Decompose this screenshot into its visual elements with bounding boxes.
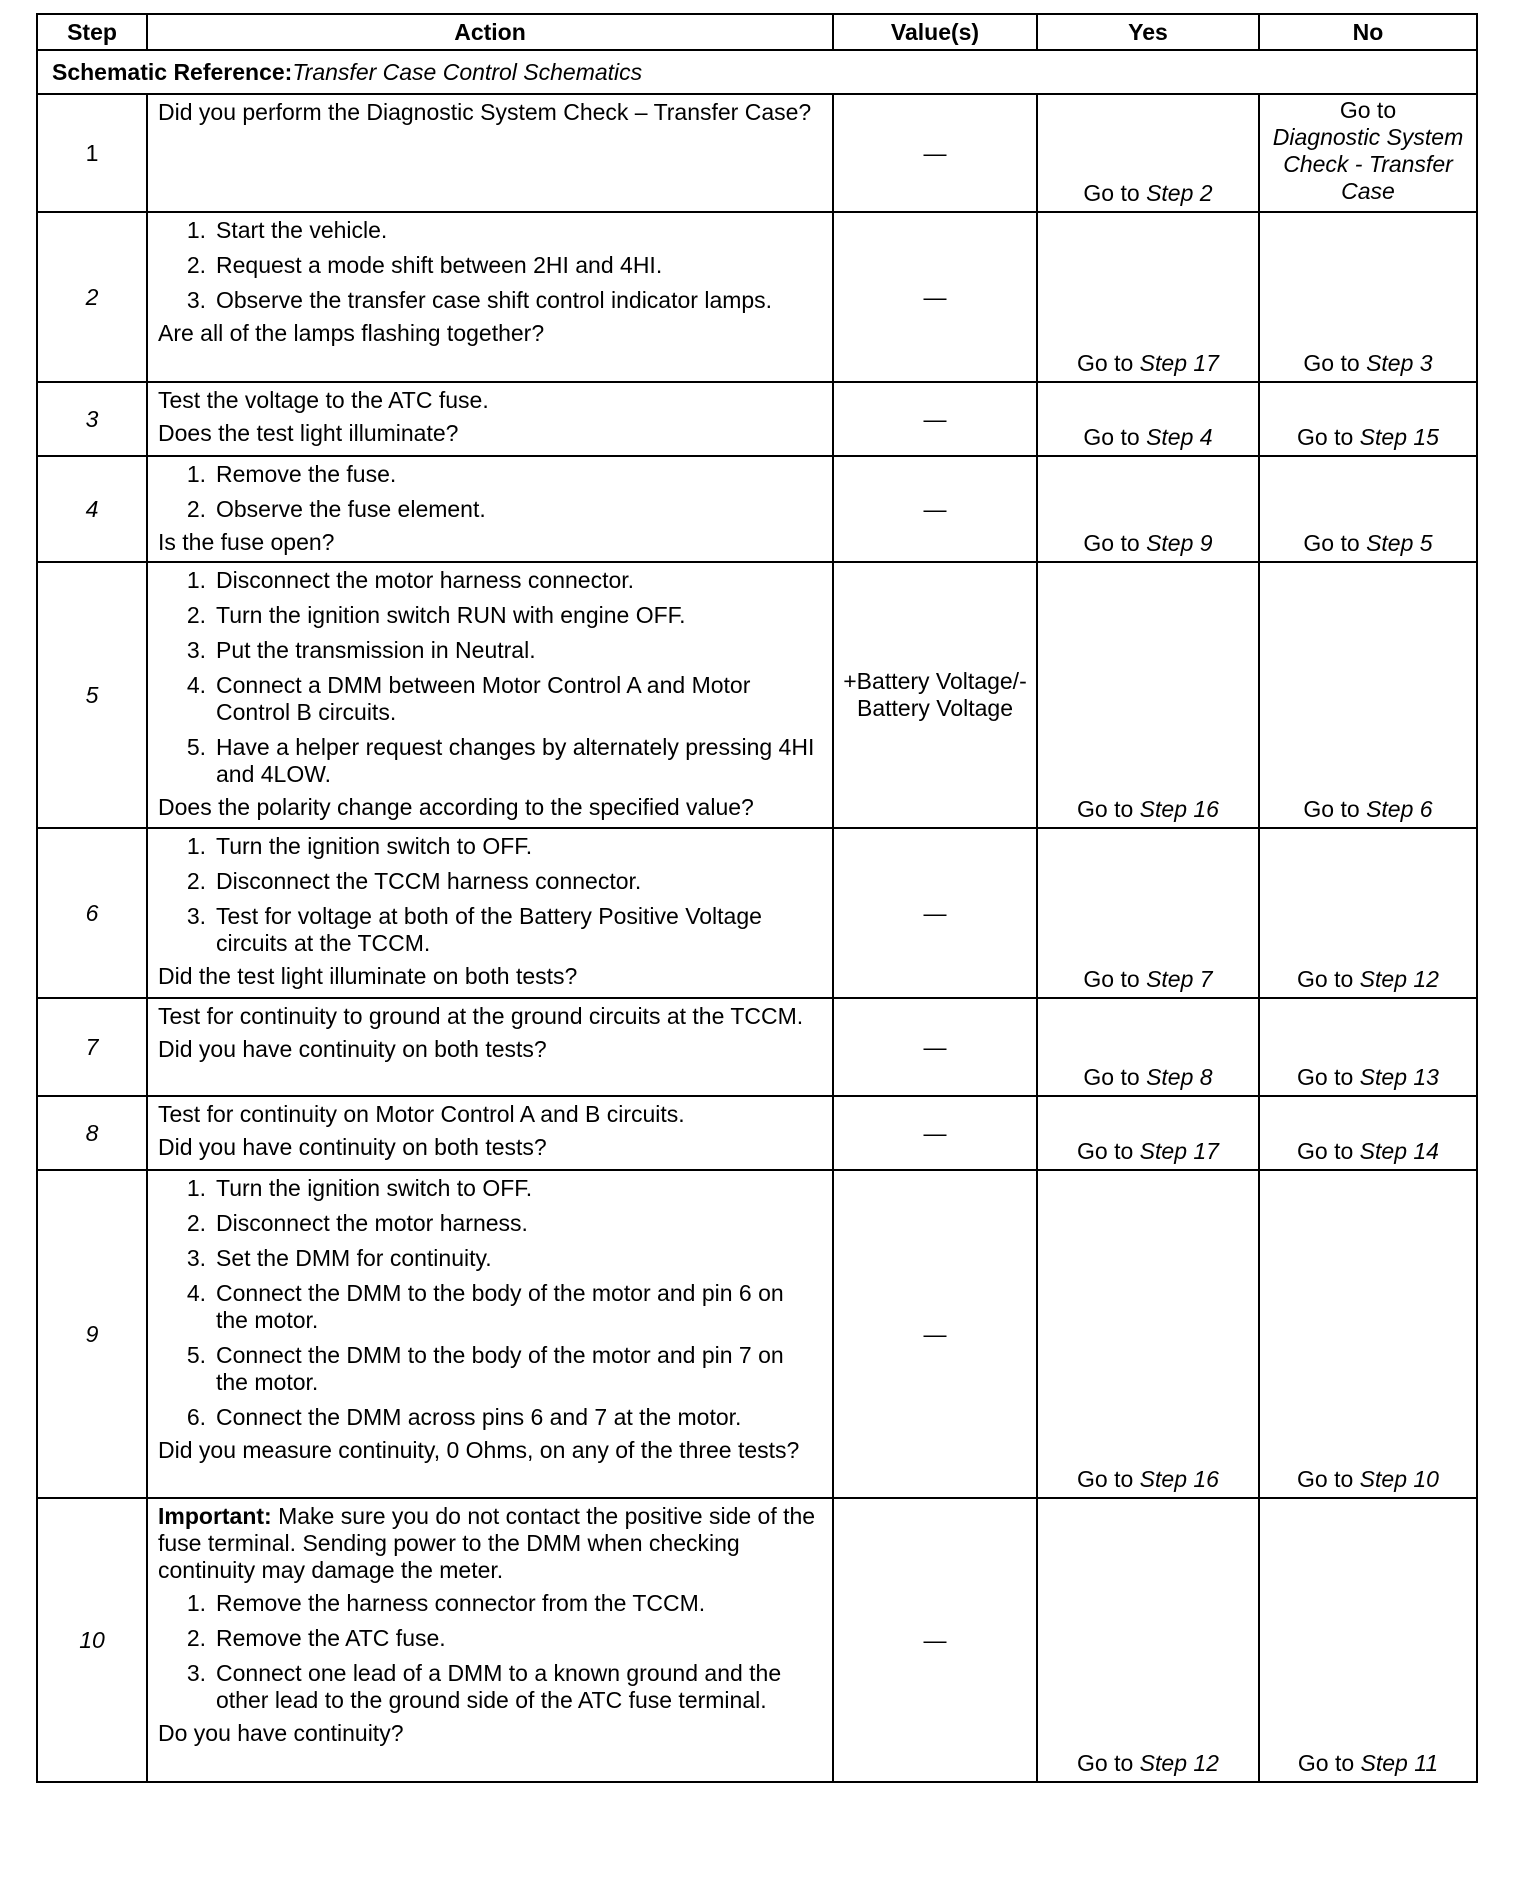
step-number: 5 <box>37 562 147 828</box>
action-item-text: Connect the DMM to the body of the motor and pin 6 on the motor. <box>216 1280 784 1333</box>
yes-target: Step 9 <box>1146 530 1213 556</box>
action-item-text: Connect a DMM between Motor Control A and Motor Control B circuits. <box>216 672 751 725</box>
value-cell: — <box>833 1170 1037 1498</box>
action-item-text: Disconnect the motor harness. <box>216 1210 528 1236</box>
step-number: 4 <box>37 456 147 562</box>
action-list-item <box>158 496 818 523</box>
no-cell <box>1259 1170 1477 1498</box>
yes-prefix: Go to <box>1083 530 1140 556</box>
action-item-text: Remove the harness connector from the TCCM. <box>216 1590 706 1616</box>
step-row <box>37 1498 1477 1782</box>
action-cell <box>147 828 833 998</box>
schematic-reference-row <box>37 50 1477 94</box>
value-cell: +Battery Voltage/-Battery Voltage <box>833 562 1037 828</box>
action-list-item <box>158 637 818 664</box>
important-text: Make sure you do not contact the positive side of the fuse terminal. Sending power to the DMM when checking continuity may damage the meter. <box>158 1503 816 1583</box>
action-item-number: 2. <box>186 868 206 894</box>
step-row <box>37 998 1477 1096</box>
action-list-item <box>158 833 818 860</box>
action-list-item <box>158 1660 818 1714</box>
action-item-number: 2. <box>186 1210 206 1236</box>
step-number: 3 <box>37 382 147 456</box>
action-list-item <box>158 868 818 895</box>
action-list <box>158 1590 818 1714</box>
yes-target: Step 2 <box>1146 180 1213 206</box>
yes-prefix: Go to <box>1077 1466 1134 1492</box>
yes-prefix: Go to <box>1077 1138 1134 1164</box>
yes-target: Step 4 <box>1146 424 1213 450</box>
step-number: 1 <box>37 94 147 212</box>
yes-target: Step 17 <box>1139 350 1219 376</box>
action-question: Does the test light illuminate? <box>158 420 459 446</box>
action-list <box>158 217 818 314</box>
document-page <box>36 13 1476 1783</box>
header-row <box>37 14 1477 50</box>
action-question: Do you have continuity? <box>158 1720 404 1746</box>
no-cell <box>1259 94 1477 212</box>
step-row <box>37 94 1477 212</box>
important-label: Important: <box>158 1503 272 1529</box>
action-text: Test for continuity to ground at the ground circuits at the TCCM. <box>158 1003 804 1029</box>
action-item-number: 1. <box>186 1175 206 1201</box>
action-cell <box>147 1096 833 1170</box>
action-item-number: 5. <box>186 734 206 760</box>
action-item-text: Connect one lead of a DMM to a known ground and the other lead to the ground side of the ATC fuse terminal. <box>216 1660 782 1713</box>
yes-cell <box>1037 1498 1259 1782</box>
action-text: Did you perform the Diagnostic System Check – Transfer Case? <box>158 99 812 125</box>
action-cell <box>147 94 833 212</box>
action-item-text: Turn the ignition switch to OFF. <box>216 1175 533 1201</box>
step-row <box>37 456 1477 562</box>
action-item-text: Observe the fuse element. <box>216 496 486 522</box>
action-item-text: Observe the transfer case shift control indicator lamps. <box>216 287 773 313</box>
step-row <box>37 1096 1477 1170</box>
value-cell: — <box>833 998 1037 1096</box>
action-list-item <box>158 217 818 244</box>
diagnostic-table <box>36 13 1478 1783</box>
action-item-text: Request a mode shift between 2HI and 4HI. <box>216 252 663 278</box>
action-item-number: 1. <box>186 217 206 243</box>
value-cell: — <box>833 1498 1037 1782</box>
yes-prefix: Go to <box>1083 966 1140 992</box>
yes-prefix: Go to <box>1077 1750 1134 1776</box>
step-number: 9 <box>37 1170 147 1498</box>
action-list-item <box>158 903 818 957</box>
header-no: No <box>1259 14 1477 50</box>
no-target: Step 14 <box>1359 1138 1439 1164</box>
action-question: Does the polarity change according to the specified value? <box>158 794 754 820</box>
no-cell <box>1259 382 1477 456</box>
action-item-number: 1. <box>186 833 206 859</box>
action-list-item <box>158 1404 818 1431</box>
no-target: Step 15 <box>1359 424 1439 450</box>
action-cell <box>147 562 833 828</box>
no-prefix: Go to <box>1297 424 1354 450</box>
header-action: Action <box>147 14 833 50</box>
action-item-number: 1. <box>186 1590 206 1616</box>
action-item-number: 3. <box>186 903 206 929</box>
yes-cell <box>1037 94 1259 212</box>
action-list-item <box>158 1175 818 1202</box>
action-cell <box>147 1170 833 1498</box>
action-item-text: Put the transmission in Neutral. <box>216 637 536 663</box>
no-target: Step 5 <box>1366 530 1433 556</box>
no-prefix: Go to <box>1303 530 1360 556</box>
action-list-item <box>158 1625 818 1652</box>
no-target: Step 6 <box>1366 796 1433 822</box>
action-item-number: 3. <box>186 637 206 663</box>
schematic-reference-value: Transfer Case Control Schematics <box>292 58 643 85</box>
step-number: 10 <box>37 1498 147 1782</box>
no-prefix: Go to <box>1297 1750 1355 1776</box>
no-prefix: Go to <box>1303 796 1360 822</box>
action-item-text: Remove the ATC fuse. <box>216 1625 446 1651</box>
value-cell: — <box>833 382 1037 456</box>
step-row <box>37 212 1477 382</box>
action-item-text: Start the vehicle. <box>216 217 388 243</box>
action-cell <box>147 1498 833 1782</box>
yes-cell <box>1037 212 1259 382</box>
yes-prefix: Go to <box>1083 1064 1140 1090</box>
header-yes: Yes <box>1037 14 1259 50</box>
action-item-text: Connect the DMM across pins 6 and 7 at the motor. <box>216 1404 742 1430</box>
action-list-item <box>158 672 818 726</box>
action-question: Are all of the lamps flashing together? <box>158 320 545 346</box>
step-row <box>37 562 1477 828</box>
action-list-item <box>158 602 818 629</box>
yes-target: Step 16 <box>1139 796 1219 822</box>
no-cell <box>1259 828 1477 998</box>
header-step: Step <box>37 14 147 50</box>
action-list-item <box>158 567 818 594</box>
no-target: Step 10 <box>1359 1466 1439 1492</box>
no-cell <box>1259 998 1477 1096</box>
step-number: 2 <box>37 212 147 382</box>
yes-cell <box>1037 1170 1259 1498</box>
yes-target: Step 12 <box>1139 1750 1219 1776</box>
action-list-item <box>158 1342 818 1396</box>
action-item-number: 2. <box>186 252 206 278</box>
action-list-item <box>158 287 818 314</box>
no-cell <box>1259 562 1477 828</box>
action-item-text: Connect the DMM to the body of the motor and pin 7 on the motor. <box>216 1342 784 1395</box>
action-list-item <box>158 252 818 279</box>
action-item-text: Test for voltage at both of the Battery Positive Voltage circuits at the TCCM. <box>216 903 762 956</box>
action-item-text: Turn the ignition switch RUN with engine OFF. <box>216 602 686 628</box>
yes-prefix: Go to <box>1077 796 1134 822</box>
action-item-number: 3. <box>186 1660 206 1686</box>
yes-prefix: Go to <box>1083 424 1140 450</box>
action-list <box>158 1175 818 1431</box>
step-number: 7 <box>37 998 147 1096</box>
action-list <box>158 461 818 523</box>
value-cell: — <box>833 212 1037 382</box>
yes-cell <box>1037 382 1259 456</box>
action-item-number: 3. <box>186 287 206 313</box>
schematic-reference <box>37 50 1477 94</box>
action-item-text: Disconnect the motor harness connector. <box>216 567 635 593</box>
action-cell <box>147 382 833 456</box>
value-cell: — <box>833 94 1037 212</box>
action-item-number: 4. <box>186 672 206 698</box>
action-item-number: 1. <box>186 461 206 487</box>
action-list-item <box>158 1280 818 1334</box>
action-list <box>158 567 818 788</box>
header-values: Value(s) <box>833 14 1037 50</box>
no-target: Diagnostic System Check - Transfer Case <box>1272 124 1464 204</box>
yes-cell <box>1037 456 1259 562</box>
step-number: 8 <box>37 1096 147 1170</box>
no-prefix: Go to <box>1297 1138 1354 1164</box>
action-question: Is the fuse open? <box>158 529 335 555</box>
yes-prefix: Go to <box>1077 350 1134 376</box>
action-list <box>158 833 818 957</box>
action-list-item <box>158 1210 818 1237</box>
action-item-number: 6. <box>186 1404 206 1430</box>
step-row <box>37 1170 1477 1498</box>
yes-cell <box>1037 998 1259 1096</box>
action-question: Did the test light illuminate on both tests? <box>158 963 578 989</box>
action-text: Test the voltage to the ATC fuse. <box>158 387 489 413</box>
action-item-number: 2. <box>186 602 206 628</box>
action-item-number: 4. <box>186 1280 206 1306</box>
value-cell: — <box>833 828 1037 998</box>
important-note <box>158 1503 818 1584</box>
action-cell <box>147 212 833 382</box>
yes-prefix: Go to <box>1083 180 1140 206</box>
no-target: Step 13 <box>1359 1064 1439 1090</box>
action-list-item <box>158 1590 818 1617</box>
yes-target: Step 17 <box>1139 1138 1219 1164</box>
no-target: Step 3 <box>1366 350 1433 376</box>
action-cell <box>147 456 833 562</box>
action-item-number: 2. <box>186 1625 206 1651</box>
action-item-text: Disconnect the TCCM harness connector. <box>216 868 642 894</box>
action-item-number: 1. <box>186 567 206 593</box>
no-prefix: Go to <box>1297 1064 1354 1090</box>
action-list-item <box>158 1245 818 1272</box>
action-item-text: Set the DMM for continuity. <box>216 1245 492 1271</box>
yes-cell <box>1037 562 1259 828</box>
yes-target: Step 8 <box>1146 1064 1213 1090</box>
step-row <box>37 828 1477 998</box>
schematic-reference-label: Schematic Reference: <box>52 58 293 85</box>
step-number: 6 <box>37 828 147 998</box>
action-question: Did you have continuity on both tests? <box>158 1036 547 1062</box>
yes-target: Step 16 <box>1139 1466 1219 1492</box>
no-prefix: Go to <box>1297 966 1354 992</box>
no-prefix: Go to <box>1303 350 1360 376</box>
no-cell <box>1259 212 1477 382</box>
action-list-item <box>158 734 818 788</box>
yes-cell <box>1037 828 1259 998</box>
action-question: Did you measure continuity, 0 Ohms, on any of the three tests? <box>158 1437 800 1463</box>
no-cell <box>1259 1498 1477 1782</box>
no-target: Step 11 <box>1360 1750 1439 1776</box>
yes-target: Step 7 <box>1146 966 1213 992</box>
action-question: Did you have continuity on both tests? <box>158 1134 547 1160</box>
value-cell: — <box>833 456 1037 562</box>
action-item-text: Turn the ignition switch to OFF. <box>216 833 533 859</box>
action-item-text: Have a helper request changes by alternately pressing 4HI and 4LOW. <box>216 734 815 787</box>
no-cell <box>1259 456 1477 562</box>
action-item-number: 5. <box>186 1342 206 1368</box>
step-row <box>37 382 1477 456</box>
action-list-item <box>158 461 818 488</box>
action-item-number: 2. <box>186 496 206 522</box>
action-item-text: Remove the fuse. <box>216 461 397 487</box>
no-cell <box>1259 1096 1477 1170</box>
no-target: Step 12 <box>1359 966 1439 992</box>
action-item-number: 3. <box>186 1245 206 1271</box>
action-cell <box>147 998 833 1096</box>
value-cell: — <box>833 1096 1037 1170</box>
no-prefix: Go to <box>1339 97 1397 123</box>
no-prefix: Go to <box>1297 1466 1354 1492</box>
action-text: Test for continuity on Motor Control A and B circuits. <box>158 1101 685 1127</box>
yes-cell <box>1037 1096 1259 1170</box>
